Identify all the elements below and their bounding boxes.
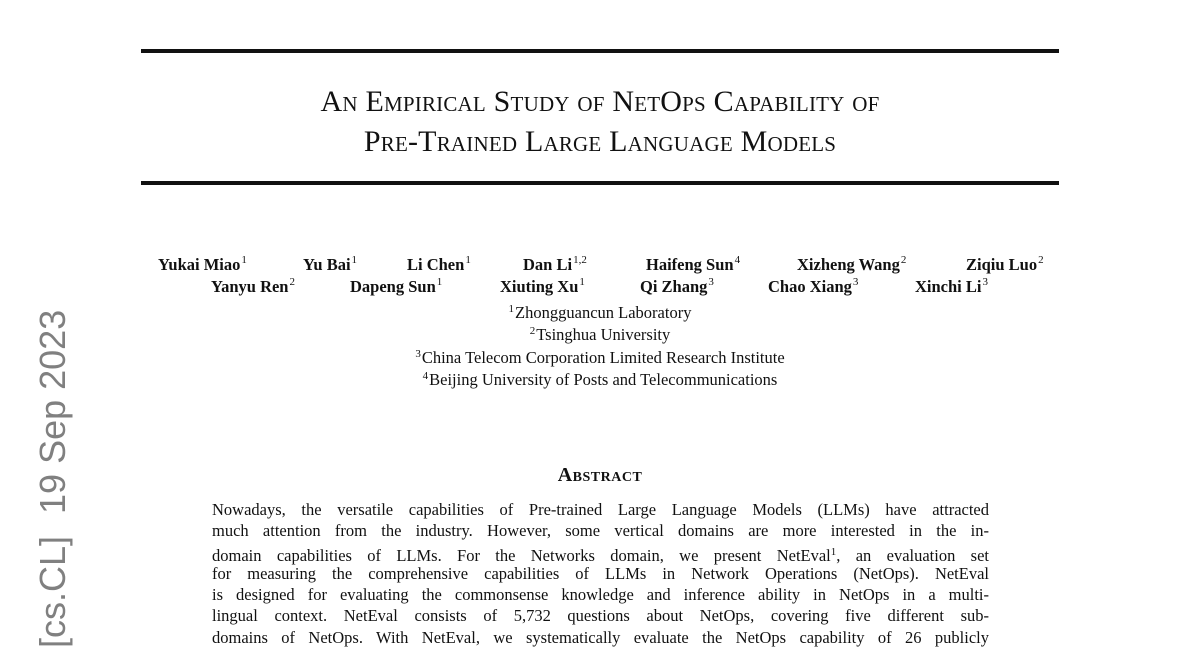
abstract-line: for measuring the comprehensive capabilities of LLMs in Network Operations (NetOps). NetEval [212,563,989,583]
author-name: Qi Zhang [640,277,708,296]
title-word-rest: ps [682,85,714,118]
author-name: Chao Xiang [768,277,852,296]
affiliation-mark: 3 [415,347,421,360]
abstract-line-text: , an evaluation set [836,545,989,565]
title-word: E [365,85,384,118]
affiliation [141,298,1059,320]
title-rule-top [141,49,1059,53]
affiliation [141,320,1059,345]
title-word-rest: rained [436,125,525,158]
title-line-2 [141,122,1059,162]
affiliation-mark: 1 [465,254,471,266]
author-name: Ziqiu Luo [966,255,1038,274]
abstract-line: lingual context. NetEval consists of 5,732 questions about NetOps, covering five different sub- [212,606,989,626]
affiliation-mark: 1 [579,276,585,288]
title-word: C [713,85,734,118]
author [768,276,858,297]
author-name: Yu Bai [303,255,351,274]
arxiv-date: 19 Sep 2023 [32,309,73,514]
affiliation-mark: 3 [982,276,988,288]
affiliation-mark: 2 [900,254,907,266]
paper-title [141,82,1059,162]
affiliation [141,365,1059,387]
affiliation-mark: 1,2 [573,254,587,266]
affiliation-mark: 1 [241,254,247,266]
title-word: L [609,125,628,158]
author-name: Xiuting Xu [500,277,579,296]
author [966,254,1044,275]
title-word: L [524,125,544,158]
affiliations [141,298,1059,387]
title-rule-bottom [141,181,1059,185]
affiliation-mark: 4 [422,369,429,382]
author-name: Dan Li [523,255,573,274]
affiliation [141,343,1059,365]
footnote-mark[interactable]: 1 [830,545,837,558]
affiliation-mark: 3 [708,276,714,288]
author-name: Xizheng Wang [797,255,900,274]
abstract-line: is designed for evaluating the commonsense knowledge and inference ability in NetOps in a multi- [212,585,989,605]
author [500,276,585,297]
author-name: Haifeng Sun [646,255,734,274]
title-word-rest: arge [543,125,610,158]
author [407,254,471,275]
author-name: Dapeng Sun [350,277,436,296]
affiliation-mark: 2 [289,276,295,288]
title-word: S [493,85,511,118]
author [646,254,740,275]
abstract-body [212,499,989,648]
title-word: T [418,125,437,158]
title-word-rest: re- [380,125,419,158]
author [523,254,587,275]
affiliation-mark: 2 [1038,254,1044,266]
abstract-line-text: domain capabilities of LLMs. For the Networks domain, we present NetEval [212,545,831,565]
abstract-heading: Abstract [557,464,643,486]
abstract-line: domains of NetOps. With NetEval, we systematically evaluate the NetOps capability of 26 publicly [212,627,989,647]
affiliation-name: Zhongguancun Laboratory [515,303,692,322]
title-word-rest: mpirical [384,85,494,118]
author [915,276,988,297]
author [158,254,247,275]
affiliation-mark: 4 [734,254,741,266]
title-line-1 [141,82,1059,122]
title-word-rest: tudy of [510,85,613,118]
title-word: P [363,125,381,158]
author [303,254,357,275]
author-name: Yukai Miao [158,255,241,274]
author-name: Xinchi Li [915,277,982,296]
affiliation-mark: 3 [852,276,859,288]
author-name: Yanyu Ren [211,277,289,296]
title-word: A [320,85,343,118]
arxiv-category[interactable]: [cs.CL] [32,535,73,648]
author [211,276,295,297]
title-word-rest: n [342,85,366,118]
author [350,276,442,297]
affiliation-name: China Telecom Corporation Limited Research Institute [421,347,785,367]
affiliation-mark: 2 [529,325,536,338]
affiliation-name: Tsinghua University [536,325,671,345]
title-word: O [660,85,683,118]
abstract-line [212,542,989,563]
affiliation-mark: 1 [351,254,358,266]
affiliation-mark: 1 [508,303,515,315]
title-word: M [740,125,768,158]
title-word-rest: anguage [627,125,741,158]
affiliation-name: Beijing University of Posts and Telecommunications [429,369,778,389]
abstract-line: Nowadays, the versatile capabilities of Pre-trained Large Language Models (LLMs) have attracted [212,500,989,519]
arxiv-sidebar-stamp [28,310,78,648]
title-word-rest: apability of [733,85,880,118]
title-word-rest: odels [767,125,837,158]
author [797,254,906,275]
affiliation-mark: 1 [436,276,443,288]
title-word: N [612,85,635,118]
author [640,276,714,297]
title-word-rest: et [634,85,661,118]
abstract-line: much attention from the industry. However, some vertical domains are more interested in the in- [212,521,989,541]
author-name: Li Chen [407,255,465,274]
